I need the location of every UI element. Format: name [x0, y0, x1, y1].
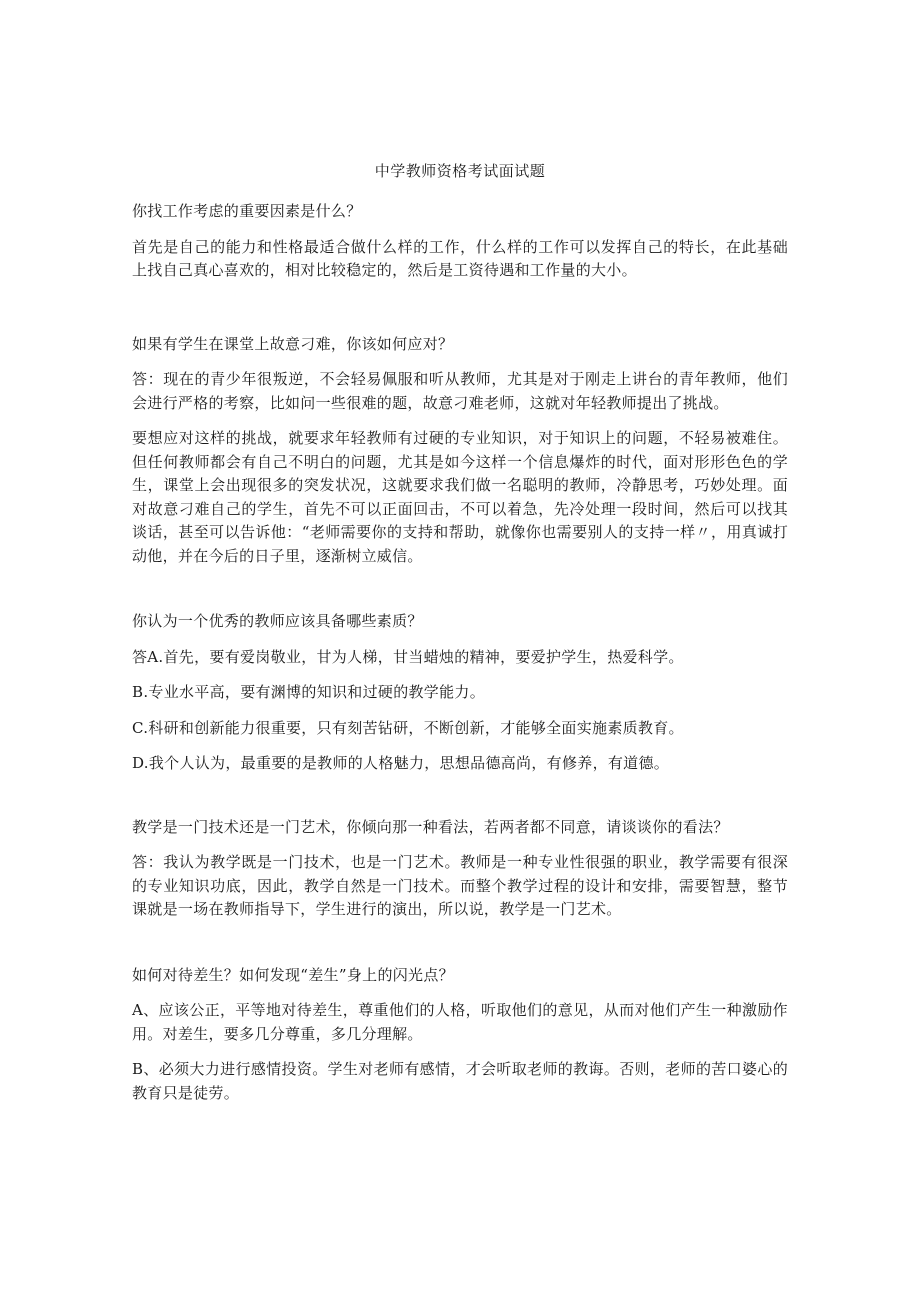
answer-5-1: A、应该公正，平等地对待差生，尊重他们的人格，听取他们的意见，从而对他们产生一种激励作用。对差生，要多几分尊重，多几分理解。 — [132, 1001, 788, 1043]
answer-2-2: 要想应对这样的挑战，就要求年轻教师有过硬的专业知识，对于知识上的问题，不轻易被难住。但任何教师都会有自己不明白的问题，尤其是如今这样一个信息爆炸的时代，面对形形色色的学生，课堂上会出现很多的突发状况，这就要求我们做一名聪明的教师，冷静思考，巧妙处理。面对故意刁难自己的学生，首先不可以正面回击，不可以着急，先冷处理一段时间，然后可以找其谈话，甚至可以告诉他：“老师需要你的支持和帮助，就像你也需要别人的支持一样〃，用真诚打动他，并在今后的日子里，逐渐树立威信。 — [132, 429, 788, 565]
question-3: 你认为一个优秀的教师应该具备哪些素质？ — [132, 612, 423, 630]
answer-3-4: D.我个人认为，最重要的是教师的人格魅力，思想品德高尚，有修养，有道德。 — [132, 754, 670, 772]
question-2: 如果有学生在课堂上故意刁难，你该如何应对？ — [132, 334, 454, 353]
answer-3-1: 答A.首先，要有爱岗敬业，甘为人梯，甘当蜡烛的精神，要爱护学生，热爱科学。 — [132, 647, 684, 666]
answer-3-3: C.科研和创新能力很重要，只有刻苦钻研，不断创新，才能够全面实施素质教育。 — [132, 718, 684, 737]
answer-5-2: B、必须大力进行感情投资。学生对老师有感情，才会听取老师的教诲。否则，老师的苦口婆心的教育只是徒劳。 — [132, 1060, 788, 1102]
document-title: 中学教师资格考试面试题 — [374, 162, 546, 180]
answer-2-1: 答：现在的青少年很叛逆，不会轻易佩服和听从教师，尤其是对于刚走上讲台的青年教师，他们会进行严格的考察，比如问一些很难的题，故意刁难老师，这就对年轻教师提出了挑战。 — [132, 370, 788, 412]
question-1: 你找工作考虑的重要因素是什么？ — [132, 202, 362, 220]
document-body — [132, 200, 788, 1117]
answer-3-2: B.专业水平高，要有渊博的知识和过硬的教学能力。 — [132, 683, 485, 701]
answer-4-1: 答：我认为教学既是一门技术，也是一门艺术。教师是一种专业性很强的职业，教学需要有很深的专业知识功底，因此，教学自然是一门技术。而整个教学过程的设计和安排，需要智慧，整节课就是一场在教师指导下，学生进行的演出，所以说，教学是一门艺术。 — [132, 853, 788, 918]
answer-1-1: 首先是自己的能力和性格最适合做什么样的工作，什么样的工作可以发挥自己的特长，在此基础上找自己真心喜欢的，相对比较稳定的，然后是工资待遇和工作量的大小。 — [132, 237, 788, 279]
question-4: 教学是一门技术还是一门艺术，你倾向那一种看法，若两者都不同意，请谈谈你的看法？ — [132, 817, 729, 836]
question-5: 如何对待差生？如何发现“差生”身上的闪光点？ — [132, 965, 454, 984]
